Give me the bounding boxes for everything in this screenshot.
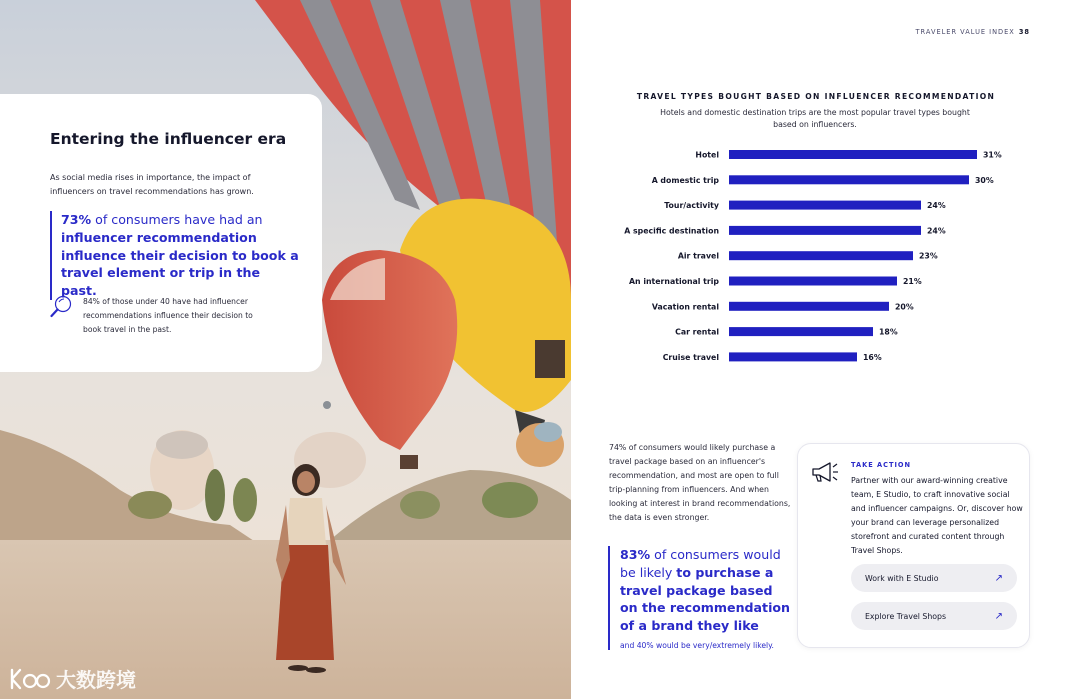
highlight2-pct: 83% <box>620 547 651 562</box>
button-label: Explore Travel Shops <box>865 611 947 621</box>
bar <box>729 251 913 260</box>
megaphone-icon <box>810 461 840 483</box>
bar <box>729 302 889 311</box>
highlight2-plain: of consumers would be likely <box>620 547 781 580</box>
bar <box>729 175 969 184</box>
take-action-card <box>797 443 1030 648</box>
stat-text: 84% of those under 40 have had influencer recommendations influence their decision to book travel in the past. <box>83 297 253 334</box>
highlight-text <box>61 211 300 300</box>
watermark-text: 大数跨境 <box>56 668 136 692</box>
category-label: Vacation rental <box>651 302 719 312</box>
bar-chart <box>600 140 1032 370</box>
value-label: 16% <box>863 352 882 362</box>
page-number: 38 <box>1018 28 1030 36</box>
bar-chart-svg <box>600 140 1032 370</box>
highlight-pct: 73% <box>61 212 92 227</box>
value-label: 21% <box>903 277 922 286</box>
header-label: TRAVELER VALUE INDEX <box>915 28 1015 36</box>
highlight2-bold: to purchase a travel package based on the recommendation of a brand they like <box>620 564 791 634</box>
chart-subtitle: Hotels and domestic destination trips are the most popular travel types bought based on influencers. <box>660 108 970 129</box>
intro-text: As social media rises in importance, the impact of influencers on travel recommendations has grown. <box>50 173 254 196</box>
chart-title: TRAVEL TYPES BOUGHT BASED ON INFLUENCER RECOMMENDATION <box>636 92 996 101</box>
highlight-plain: of consumers have had an <box>91 212 263 227</box>
value-label: 23% <box>919 251 938 261</box>
highlight-quote <box>50 211 300 300</box>
category-label: Cruise travel <box>662 352 719 362</box>
take-action-text: Partner with our award-winning creative team, E Studio, to craft innovative social and influencer campaigns. Or, discover how your brand can leverage personalized storefront and curated content through Travel Shops. <box>851 476 1023 555</box>
highlight2-text <box>620 546 790 635</box>
category-label: Car rental <box>675 327 719 337</box>
highlight2-note: and 40% would be very/extremely likely. <box>620 640 774 650</box>
explore-travel-shops-button[interactable] <box>851 602 1017 630</box>
bar <box>729 352 857 361</box>
category-label: A specific destination <box>624 226 719 236</box>
button-label: Work with E Studio <box>865 573 939 583</box>
value-label: 20% <box>895 302 914 312</box>
magnifier-icon <box>50 295 72 321</box>
category-label: A domestic trip <box>651 175 719 185</box>
bar <box>729 150 977 159</box>
bar <box>729 327 873 336</box>
section-title: Entering the influencer era <box>50 130 287 148</box>
arrow-up-right-icon: ↗ <box>994 610 1003 622</box>
bar <box>729 201 921 210</box>
highlight-bold: influencer recommendation influence their decision to book a travel element or trip in the past. <box>61 229 299 299</box>
value-label: 24% <box>927 201 946 211</box>
arrow-up-right-icon: ↗ <box>994 572 1003 584</box>
category-label: Tour/activity <box>664 201 719 211</box>
category-label: Hotel <box>695 150 719 160</box>
bar <box>729 226 921 235</box>
highlight-quote-2 <box>608 546 790 650</box>
work-with-e-studio-button[interactable] <box>851 564 1017 592</box>
value-label: 18% <box>879 327 898 337</box>
value-label: 30% <box>975 175 994 185</box>
watermark <box>8 664 136 693</box>
logo-icon <box>8 666 52 692</box>
page-header <box>916 28 1030 36</box>
value-label: 31% <box>983 150 1002 160</box>
take-action-label: TAKE ACTION <box>851 461 912 469</box>
category-label: Air travel <box>677 251 719 261</box>
value-label: 24% <box>927 226 946 236</box>
bar <box>729 277 897 286</box>
category-label: An international trip <box>629 277 719 286</box>
body-text: 74% of consumers would likely purchase a travel package based on an influencer's recommendation, and most are open to full trip-planning from influencers. And when looking at interest in brand recommendations, the data is even stronger. <box>609 443 791 522</box>
